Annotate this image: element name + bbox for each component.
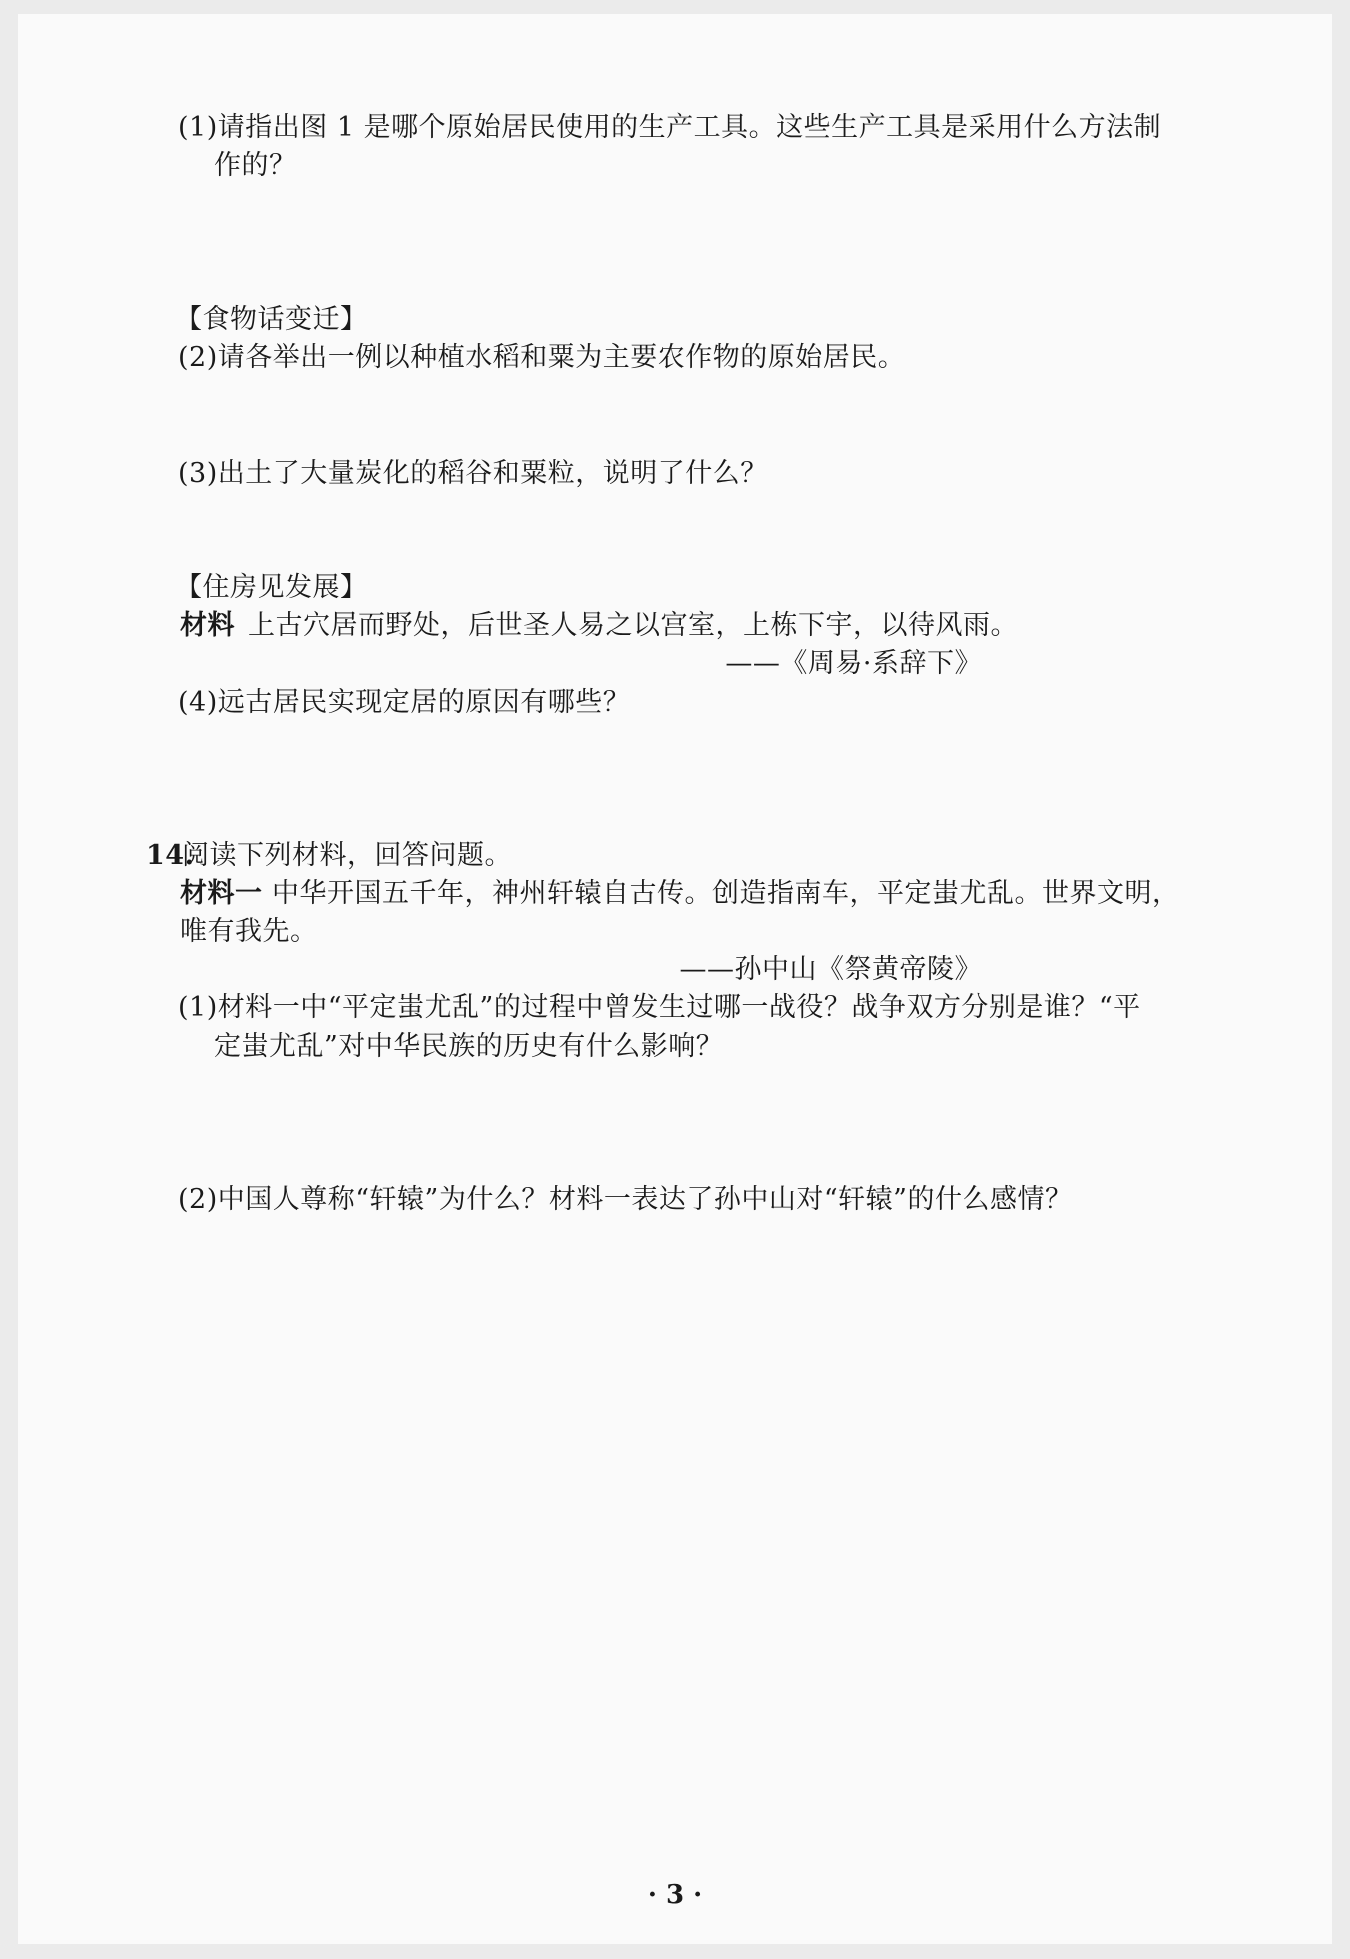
question-3: (3)出土了大量炭化的稻谷和粟粒，说明了什么？	[178, 458, 768, 489]
question-4: (4)远古居民实现定居的原因有哪些？	[178, 687, 631, 718]
question-14-1-line1: (1)材料一中“平定蚩尤乱”的过程中曾发生过哪一战役？战争双方分别是谁？“平	[178, 992, 1141, 1023]
page-number: · 3 ·	[647, 1880, 703, 1910]
material-one-source: ——孙中山《祭黄帝陵》	[679, 954, 982, 985]
material-label: 材料	[180, 610, 235, 641]
material-one-line1: 中华开国五千年，神州轩辕自古传。创造指南车，平定蚩尤乱。世界文明，	[272, 878, 1180, 909]
housing-heading: 【住房见发展】	[175, 572, 368, 603]
question-14-intro: 阅读下列材料，回答问题。	[182, 840, 512, 871]
material-text: 上古穴居而野处，后世圣人易之以宫室，上栋下宇，以待风雨。	[248, 610, 1018, 641]
question-14-1-line2: 定蚩尤乱”对中华民族的历史有什么影响？	[214, 1031, 724, 1062]
question-2: (2)请各举出一例以种植水稻和粟为主要农作物的原始居民。	[178, 342, 906, 373]
question-14-2: (2)中国人尊称“轩辕”为什么？材料一表达了孙中山对“轩辕”的什么感情？	[178, 1184, 1073, 1215]
material-one-line2: 唯有我先。	[180, 916, 318, 947]
food-heading: 【食物话变迁】	[175, 304, 368, 335]
material-source: ——《周易·系辞下》	[725, 648, 982, 679]
material-one-label: 材料一	[180, 878, 263, 909]
question-14-number: 14.	[146, 840, 195, 871]
question-1-line1: (1)请指出图 1 是哪个原始居民使用的生产工具。这些生产工具是采用什么方法制	[178, 112, 1162, 143]
question-1-line2: 作的？	[214, 150, 297, 181]
